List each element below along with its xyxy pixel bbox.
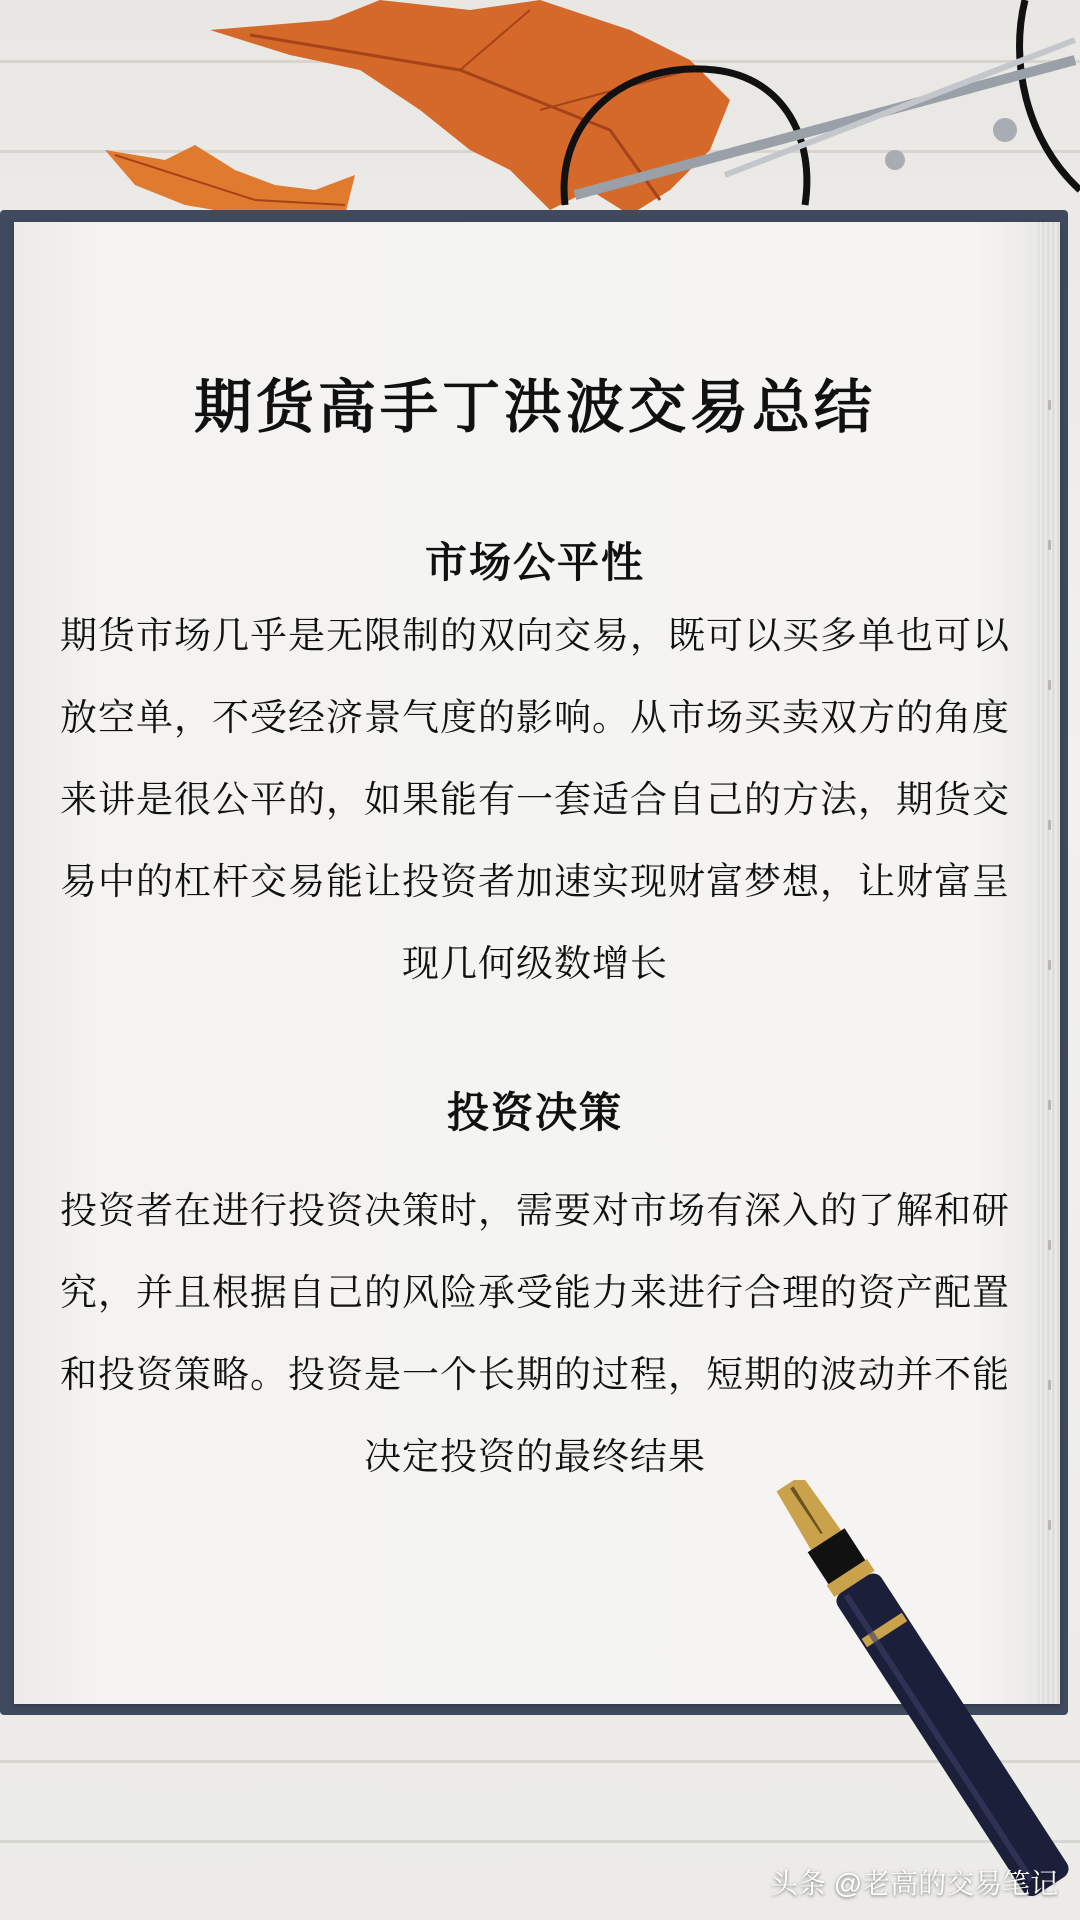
page-content xyxy=(40,0,1030,1482)
binding-stitch xyxy=(1048,960,1051,970)
binding-stitch xyxy=(1048,820,1051,830)
watermark-text: 头条 @老高的交易笔记 xyxy=(770,1868,1059,1899)
page-title: 期货高手丁洪波交易总结 xyxy=(193,373,876,441)
section-heading-market-fairness: 市场公平性 xyxy=(424,538,645,587)
section-heading-investment-decision: 投资决策 xyxy=(446,1088,623,1137)
binding-stitch xyxy=(1048,400,1051,410)
binding-stitch xyxy=(1048,680,1051,690)
section-body-investment-decision: 投资者在进行投资决策时，需要对市场有深入的了解和研究，并且根据自己的风险承受能力来进行合理的资产配置和投资策略。投资是一个长期的过程，短期的波动并不能决定投资的最终结果 xyxy=(60,1189,1010,1478)
fountain-pen-icon xyxy=(740,1480,1080,1920)
binding-stitch xyxy=(1048,1240,1051,1250)
section-body-market-fairness: 期货市场几乎是无限制的双向交易，既可以买多单也可以放空单，不受经济景气度的影响。从市场买卖双方的角度来讲是很公平的，如果能有一套适合自己的方法，期货交易中的杠杆交易能让投资者加速实现财富梦想，让财富呈现几何级数增长 xyxy=(60,614,1010,985)
binding-stitch xyxy=(1048,540,1051,550)
binding-stitch xyxy=(1048,1380,1051,1390)
binding-stitch xyxy=(1048,1100,1051,1110)
